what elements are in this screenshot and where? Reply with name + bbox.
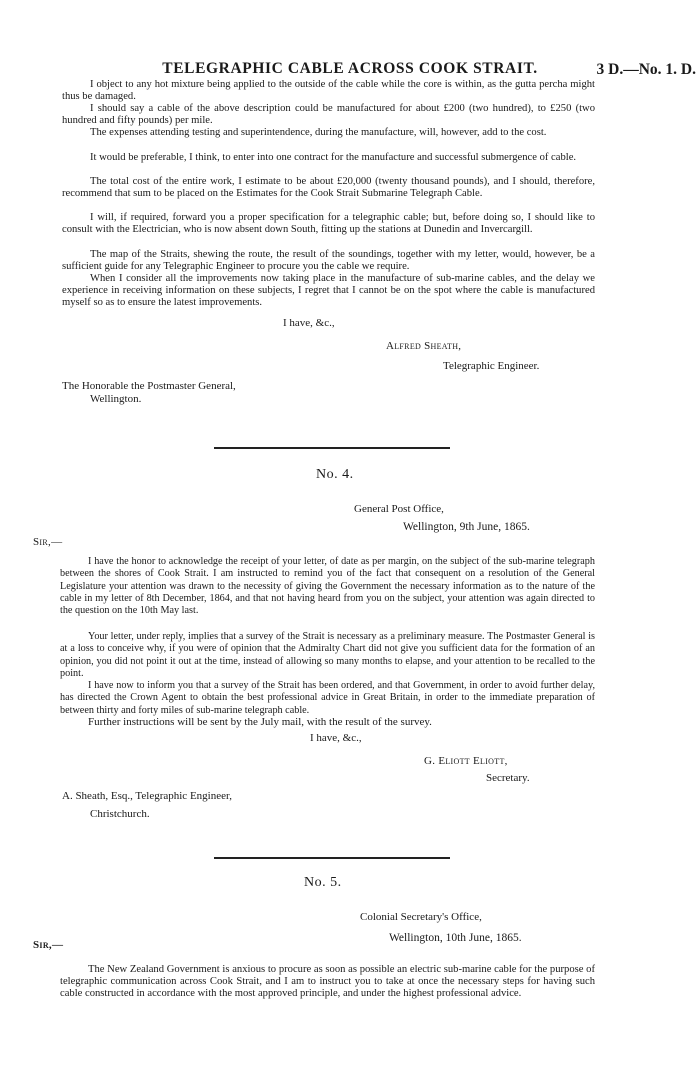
addressee-location: Christchurch. bbox=[90, 808, 150, 820]
addressee: The Honorable the Postmaster General, bbox=[62, 380, 236, 392]
paragraph: The expenses attending testing and superintendence, during the manufacture, will, however, add to the cost. bbox=[90, 127, 547, 138]
paragraph: Further instructions will be sent by the July mail, with the result of the survey. bbox=[88, 716, 432, 728]
paragraph: The New Zealand Government is anxious to procure as soon as possible an electric sub-marine cable for the purpose of telegraphic communication across Cook Strait, and I am to instruct you to take at once the necessary steps for having such cable constructed in accordance with the most approved principle, and under the highest professional advice. bbox=[60, 964, 595, 1000]
signature: Alfred Sheath, bbox=[386, 340, 462, 352]
letter-date: Wellington, 10th June, 1865. bbox=[389, 932, 522, 944]
paragraph: When I consider all the improvements now taking place in the manufacture of sub-marine cables, and the delay we experience in receiving information on these subjects, I regret that I cannot be on the spot where the cable is manufactured myself so as to ensure the latest improvements. bbox=[62, 273, 595, 309]
sender-office: Colonial Secretary's Office, bbox=[360, 911, 482, 923]
divider bbox=[214, 447, 450, 449]
closing: I have, &c., bbox=[283, 317, 335, 329]
letter-number: No. 5. bbox=[304, 875, 342, 890]
addressee-location: Wellington. bbox=[90, 393, 142, 405]
letter-number: No. 4. bbox=[316, 467, 354, 482]
salutation: Sir,— bbox=[33, 939, 64, 951]
sender-office: General Post Office, bbox=[354, 503, 444, 515]
signature: G. Eliott Eliott, bbox=[424, 755, 508, 767]
addressee: A. Sheath, Esq., Telegraphic Engineer, bbox=[62, 790, 232, 802]
salutation: Sir,— bbox=[33, 536, 63, 548]
paragraph: The map of the Straits, shewing the route, the result of the soundings, together with my letter, would, however, be a sufficient guide for any Telegraphic Engineer to procure you the cable we require. bbox=[62, 249, 595, 273]
signer-title: Secretary. bbox=[486, 772, 530, 784]
page-reference: 3 D.—No. 1. D. bbox=[596, 61, 696, 78]
paragraph: I have now to inform you that a survey of the Strait has been ordered, and that Government, in order to avoid further delay, has directed the Crown Agent to obtain the best professional advice in Great Britain, in order to the immediate preparation of between thirty and forty miles of sub-marine telegraph cable. bbox=[60, 680, 595, 716]
divider bbox=[214, 857, 450, 859]
paragraph: I will, if required, forward you a proper specification for a telegraphic cable; but, before doing so, I should like to consult with the Electrician, who is now absent down South, fitting up the stations at Dunedin and Invercargill. bbox=[62, 212, 595, 236]
paragraph: It would be preferable, I think, to enter into one contract for the manufacture and successful submergence of cable. bbox=[90, 152, 577, 163]
signer-title: Telegraphic Engineer. bbox=[443, 360, 540, 372]
page-title: TELEGRAPHIC CABLE ACROSS COOK STRAIT. bbox=[162, 60, 538, 77]
paragraph: Your letter, under reply, implies that a survey of the Strait is necessary as a preliminary measure. The Postmaster General is at a loss to conceive why, if you were of opinion that the Admiralty Chart did not give you sufficient data for the formation of an opinion, you did not point it out at the time, instead of allowing so many months to elapse, and your attention to be recalled to the point. bbox=[60, 631, 595, 679]
paragraph: I object to any hot mixture being applied to the outside of the cable while the core is within, as the gutta percha might thus be damaged. bbox=[62, 79, 595, 103]
paragraph: I have the honor to acknowledge the receipt of your letter, of date as per margin, on the subject of the sub-marine telegraph between the shores of Cook Strait. I am instructed to remind you of the fact that consequent on a resolution of the General Legislature your attention was drawn to the necessity of giving the Government the necessary information as to the nature of the cable in my letter of 8th December, 1864, and that not having heard from you on the subject, your attention was again directed to the question on the 10th May last. bbox=[60, 556, 595, 617]
paragraph: The total cost of the entire work, I estimate to be about £20,000 (twenty thousand pounds), and I should, therefore, recommend that sum to be placed on the Estimates for the Cook Strait Submarine Telegraph Cable. bbox=[62, 176, 595, 200]
letter-date: Wellington, 9th June, 1865. bbox=[403, 521, 530, 533]
closing: I have, &c., bbox=[310, 732, 362, 744]
paragraph: I should say a cable of the above description could be manufactured for about £200 (two hundred), to £250 (two hundred and fifty pounds) per mile. bbox=[62, 103, 595, 127]
